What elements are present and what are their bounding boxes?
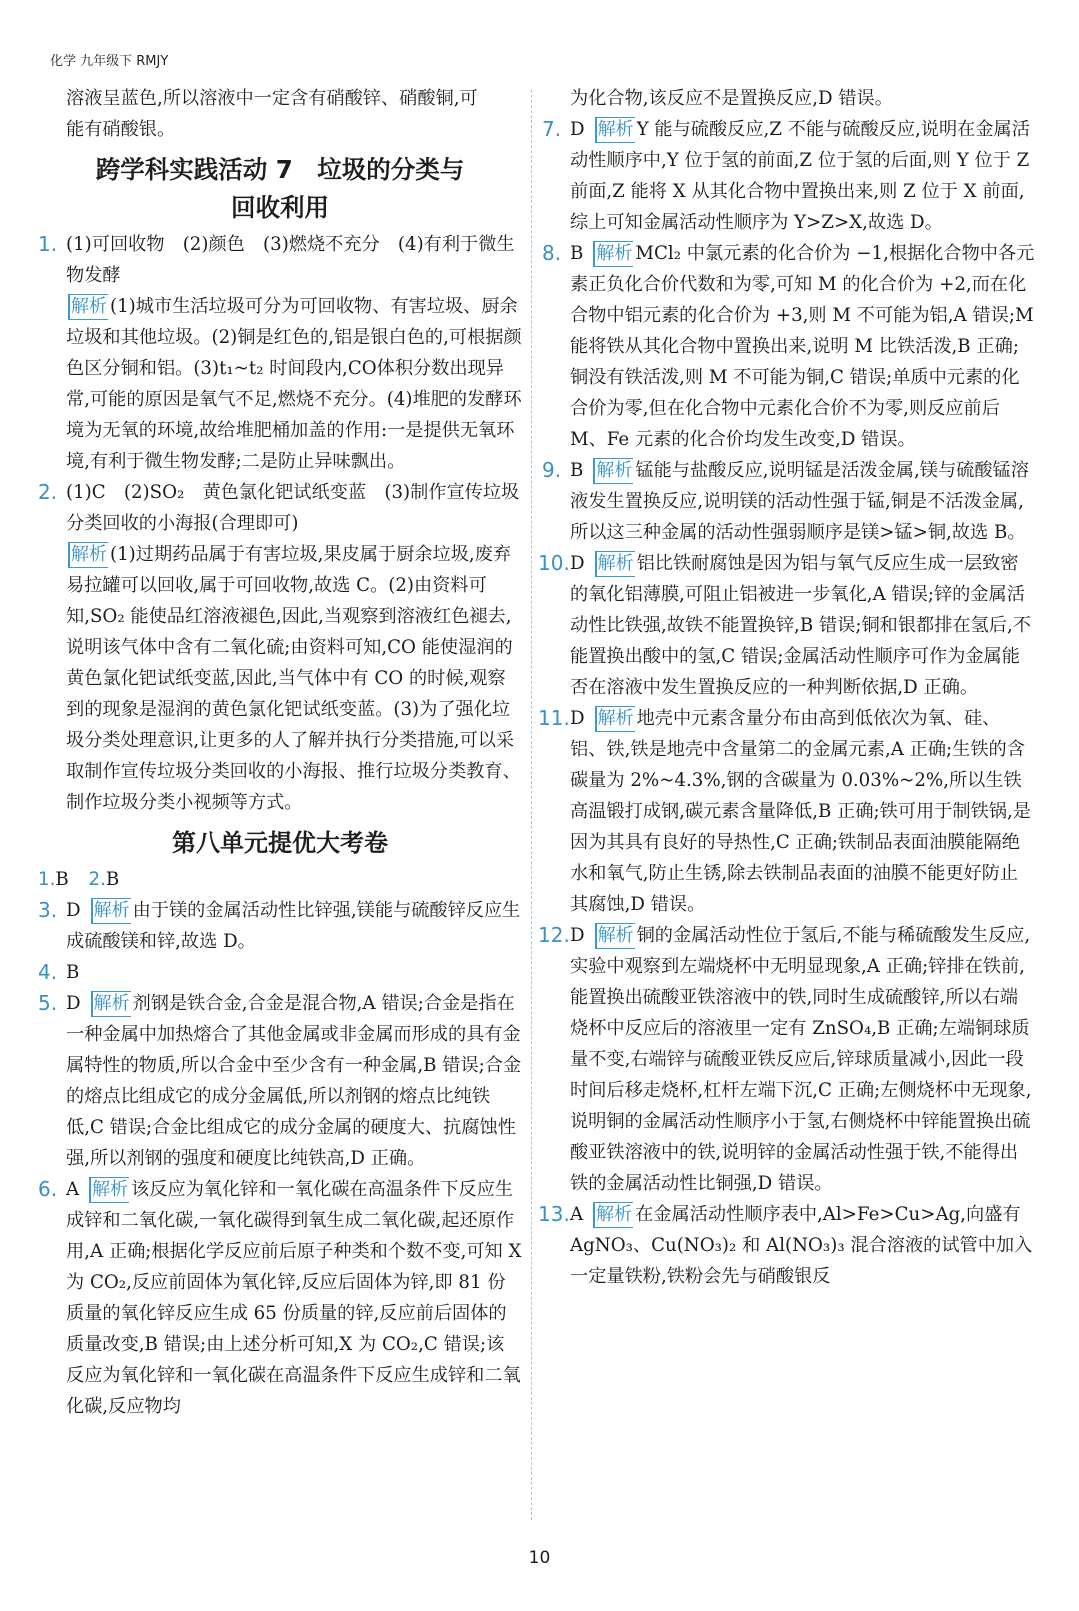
question-number: 10. xyxy=(538,551,570,575)
question-number: 6. xyxy=(38,1177,58,1201)
analysis-tag: 解析 xyxy=(68,294,108,320)
analysis-text: MCl₂ 中氯元素的化合价为 −1,根据化合物中各元素正负化合价代数和为零,可知 M 的化合价为 +2,而在化合物中铝元素的化合价为 +3,则 M 不可能为铝,A 错误;M 能将铁从其化合物中置换出来,说明 M 比铁活泼,B 正确;铜没有铁活泼,则 M 不可能为铜,C 错误;单质中元素的化合价为零,但在化合物中元素化合价不为零,则反应前后 M、Fe 元素的化合价均发生改变,D 错误。 xyxy=(570,243,1035,450)
page-number: 10 xyxy=(528,1548,551,1568)
question-8 xyxy=(542,238,1036,455)
analysis-text: (1)过期药品属于有害垃圾,果皮属于厨余垃圾,废弃易拉罐可以回收,属于可回收物,故选 C。(2)由资料可知,SO₂ 能使品红溶液褪色,因此,当观察到溶液红色褪去,说明该气体中含有二氧化硫;由资料可知,CO 能使湿润的黄色氯化钯试纸变蓝,因此,当气体中有 CO 的时候,观察到的现象是湿润的黄色氯化钯试纸变蓝。(3)为了强化垃圾分类处理意识,让更多的人了解并执行分类措施,可以采取制作宣传垃圾分类回收的小海报、推行垃圾分类教育、制作垃圾分类小视频等方式。 xyxy=(66,544,521,813)
answer-text: (1)可回收物 (2)颜色 (3)燃烧不充分 (4)有利于微生物发酵 xyxy=(66,234,515,286)
analysis-text: 该反应为氧化锌和一氧化碳在高温条件下反应生成锌和二氧化碳,一氧化碳得到氧生成二氧化碳,起还原作用,A 正确;根据化学反应前后原子种类和个数不变,可知 X 为 CO₂,反应前固体为氧化锌,反应后固体为锌,即 81 份质量的氧化锌反应生成 65 份质量的锌,反应前后固体的质量改变,B 错误;由上述分析可知,X 为 CO₂,C 错误;该反应为氧化锌和一氧化碳在高温条件下反应生成锌和二氧化碳,反应物均 xyxy=(66,1179,522,1417)
answer-letter: A xyxy=(570,1204,584,1225)
analysis-tag: 解析 xyxy=(595,706,635,732)
analysis-block xyxy=(66,539,522,818)
answer-letter: B xyxy=(570,243,584,264)
question-number: 13. xyxy=(538,1202,570,1226)
analysis-text: 地壳中元素含量分布由高到低依次为氧、硅、铝、铁,铁是地壳中含量第二的金属元素,A 正确;生铁的含碳量为 2%~4.3%,钢的含碳量为 0.03%~2%,所以生铁高温锻打成钢,碳元素含量降低,B 正确;铁可用于制铁锅,是因为其具有良好的导热性,C 正确;铁制品表面油膜能隔绝水和氧气,防止生锈,除去铁制品表面的油膜不能更好防止其腐蚀,D 错误。 xyxy=(570,708,1031,915)
analysis-tag: 解析 xyxy=(91,898,131,924)
question-number: 12. xyxy=(538,923,570,947)
analysis-tag: 解析 xyxy=(593,1202,633,1228)
analysis-text: 锰能与盐酸反应,说明锰是活泼金属,镁与硫酸锰溶液发生置换反应,说明镁的活动性强于锰,铜是不活泼金属,所以这三种金属的活动性强弱顺序是镁>锰>铜,故选 B。 xyxy=(570,460,1029,543)
analysis-text: 铜的金属活动性位于氢后,不能与稀硫酸发生反应,实验中观察到左端烧杯中无明显现象,A 正确;锌排在铁前,能置换出硫酸亚铁溶液中的铁,同时生成硫酸锌,所以右端烧杯中反应后的溶液里一定有 ZnSO₄,B 正确;左端铜球质量不变,右端锌与硫酸亚铁反应后,锌球质量减小,因此一段时间后移走烧杯,杠杆左端下沉,C 正确;左侧烧杯中无现象,说明铜的金属活动性顺序小于氢,右侧烧杯中锌能置换出硫酸亚铁溶液中的铁,说明锌的金属活动性强于铁,不能得出铁的金属活动性比铜强,D 错误。 xyxy=(570,925,1032,1194)
question-13 xyxy=(538,1199,1036,1292)
answer-letter: B xyxy=(570,460,584,481)
question-number: 2. xyxy=(38,480,58,504)
analysis-text: Y 能与硫酸反应,Z 不能与硫酸反应,说明在金属活动性顺序中,Y 位于氢的前面,Z 位于氢的后面,则 Y 位于 Z 前面,Z 能将 X 从其化合物中置换出来,则 Z 位于 X 前面,综上可知金属活动性顺序为 Y>Z>X,故选 D。 xyxy=(570,119,1030,233)
question-number: 7. xyxy=(542,117,562,141)
answer-letter: D xyxy=(570,708,585,729)
question-number: 3. xyxy=(38,898,58,922)
analysis-tag: 解析 xyxy=(89,1177,129,1203)
analysis-text: 在金属活动性顺序表中,Al>Fe>Cu>Ag,向盛有 AgNO₃、Cu(NO₃)₂ 和 Al(NO₃)₃ 混合溶液的试管中加入一定量铁粉,铁粉会先与硝酸银反 xyxy=(570,1204,1033,1287)
question-12 xyxy=(538,920,1036,1199)
analysis-tag: 解析 xyxy=(68,542,108,568)
answer-letter: D xyxy=(570,925,585,946)
question-number: 4. xyxy=(38,960,58,984)
right-column xyxy=(538,83,1036,1292)
analysis-block xyxy=(66,291,522,477)
analysis-tag: 解析 xyxy=(91,991,131,1017)
question-number: 11. xyxy=(538,706,570,730)
section-title-unit8: 第八单元提优大考卷 xyxy=(172,829,388,857)
question-number: 8. xyxy=(542,241,562,265)
section-title-activity7: 跨学科实践活动 7 垃圾的分类与 回收利用 xyxy=(95,155,465,222)
answer-letter: D xyxy=(66,900,81,921)
analysis-text: 剂钢是铁合金,合金是混合物,A 错误;合金是指在一种金属中加热熔合了其他金属或非金属而形成的具有金属特性的物质,所以合金中至少含有一种金属,B 错误;合金的熔点比组成它的成分金属低,所以剂钢的熔点比纯铁低,C 错误;合金比组成它的成分金属的硬度大、抗腐蚀性强,所以剂钢的强度和硬度比纯铁高,D 正确。 xyxy=(66,993,522,1169)
page-header: 化学 九年级下 RMJY xyxy=(50,54,169,69)
question-11 xyxy=(538,703,1036,920)
analysis-tag: 解析 xyxy=(595,117,635,143)
answer-letter: B xyxy=(66,962,80,983)
question-number: 9. xyxy=(542,458,562,482)
analysis-text: (1)城市生活垃圾可分为可回收物、有害垃圾、厨余垃圾和其他垃圾。(2)铜是红色的,铝是银白色的,可根据颜色区分铜和铝。(3)t₁~t₂ 时间段内,CO体积分数出现异常,可能的原因是氧气不足,燃烧不充分。(4)堆肥的发酵环境为无氧的环境,故给堆肥桶加盖的作用:一是提供无氧环境,有利于微生物发酵;二是防止异味飘出。 xyxy=(66,296,522,472)
question-9 xyxy=(542,455,1036,548)
question-2 xyxy=(38,477,522,818)
continued-text: 为化合物,该反应不是置换反应,D 错误。 xyxy=(570,88,893,109)
answer-letter: D xyxy=(570,553,585,574)
analysis-tag: 解析 xyxy=(595,551,635,577)
answer-text: (1)C (2)SO₂ 黄色氯化钯试纸变蓝 (3)制作宣传垃圾分类回收的小海报(合理即可) xyxy=(66,482,520,534)
column-divider xyxy=(531,90,532,1520)
question-7 xyxy=(542,114,1036,238)
continued-text: 溶液呈蓝色,所以溶液中一定含有硝酸锌、硝酸铜,可 能有硝酸银。 xyxy=(66,88,478,140)
question-6 xyxy=(38,1174,522,1422)
question-number: 1. xyxy=(38,232,58,256)
answer-letter: A xyxy=(66,1179,80,1200)
quick-answer-1: 1.B xyxy=(38,869,69,890)
answer-letter: D xyxy=(66,993,81,1014)
question-3 xyxy=(38,895,522,957)
analysis-text: 由于镁的金属活动性比锌强,镁能与硫酸锌反应生成硫酸镁和锌,故选 D。 xyxy=(66,900,521,952)
analysis-tag: 解析 xyxy=(595,923,635,949)
question-10 xyxy=(538,548,1036,703)
quick-answers xyxy=(38,864,522,895)
question-number: 5. xyxy=(38,991,58,1015)
analysis-tag: 解析 xyxy=(593,458,633,484)
analysis-tag: 解析 xyxy=(593,241,633,267)
question-4 xyxy=(38,957,522,988)
left-column xyxy=(38,83,522,1422)
analysis-text: 铝比铁耐腐蚀是因为铝与氧气反应生成一层致密的氧化铝薄膜,可阻止铝被进一步氧化,A 错误;锌的金属活动性比铁强,故铁不能置换锌,B 错误;铜和银都排在氢后,不能置换出酸中的氢,C 错误;金属活动性顺序可作为金属能否在溶液中发生置换反应的一种判断依据,D 正确。 xyxy=(570,553,1031,698)
quick-answer-2: 2.B xyxy=(88,869,120,890)
question-1 xyxy=(38,229,522,477)
answer-letter: D xyxy=(570,119,585,140)
question-5 xyxy=(38,988,522,1174)
